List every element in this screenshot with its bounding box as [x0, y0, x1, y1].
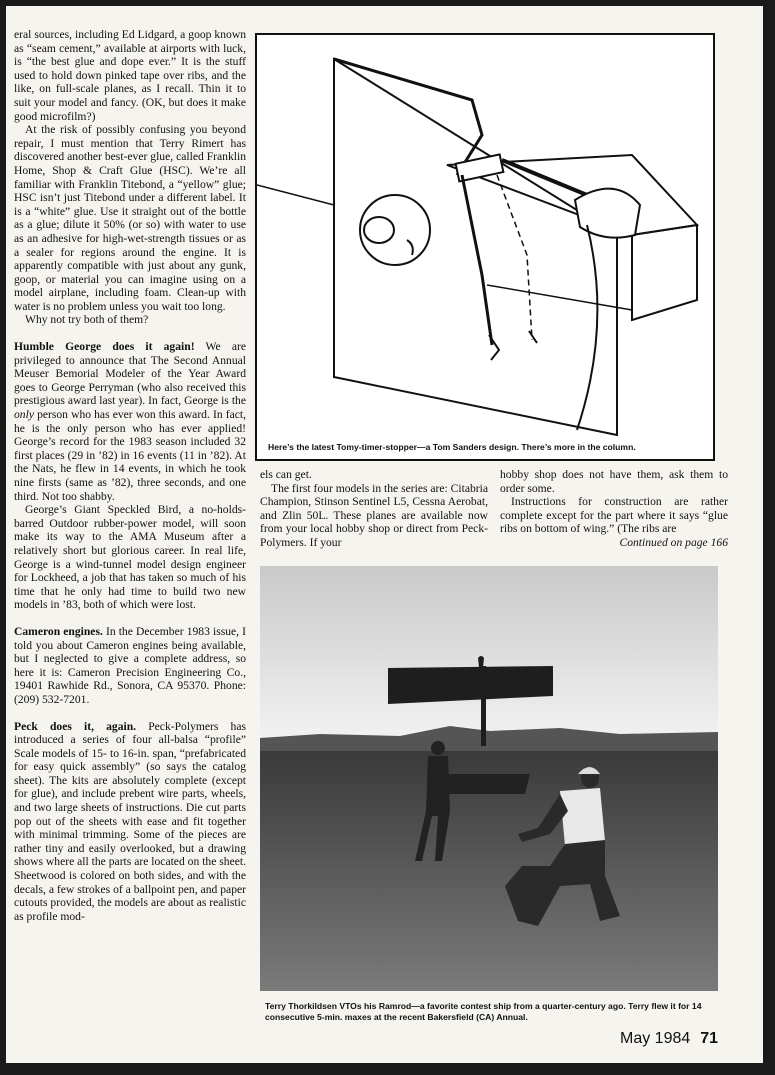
- paragraph: eral sources, including Ed Lidgard, a goop known as “seam cement,” available at airports with luck, is “the best glue and dope ever.” It is the stuff used to hold down pinked tape over ribs, and the like, on full-scale planes, as I recall. Thin it to suit your model and fancy. (OK, but does it make good microfilm?): [14, 28, 246, 123]
- paragraph: Why not try both of them?: [25, 313, 149, 327]
- timer-sketch: [257, 35, 713, 459]
- issue-date: May 1984: [620, 1030, 691, 1047]
- middle-column: [260, 468, 488, 550]
- flying-field-photo: [260, 566, 718, 991]
- paragraph: The first four models in the series are: Citabria Champion, Stinson Sentinel L5, Cessna Aerobat, and Zlin 50L. These planes are available now from your local hobby shop or direct from Peck-Polymers. If your: [260, 481, 488, 549]
- section-peck: Peck does it, again. Peck-Polymers has introduced a series of four all-balsa “profile” Scale models of 15- to 16-in. span, “prefabricated for easy quick assembly” (so says the catalog sheet). The kits are absolutely complete (except for glue), and include prebent wire parts, wheels, and two large sheets of instructions. Die cut parts pop out of the sheets with ease and fit together with minimal trimming. Some of the pieces are rather tiny and easily overlooked, but a drawing shows where all the parts are located on the sheet. Sheetwood is colored on both sides, and with the decals, a few strokes of a ballpoint pen, and paper cutouts provided, the models are about as realistic as profile mod-: [14, 719, 247, 923]
- page-number: 71: [700, 1030, 719, 1047]
- paragraph: Instructions for construction are rather complete except for the part where it says “glue ribs on bottom of wing.” (The ribs are: [500, 495, 728, 536]
- right-column: [500, 468, 728, 550]
- field-scene: [260, 566, 718, 991]
- photo-caption: Terry Thorkildsen VTOs his Ramrod—a favorite contest ship from a quarter-century ago. Terry flew it for 14 consecutive 5-min. maxes at the recent Bakersfield (CA) Annual.: [265, 1001, 702, 1022]
- section-heading: Cameron engines.: [14, 624, 103, 638]
- timer-stopper-drawing: [255, 33, 715, 461]
- paragraph: George’s Giant Speckled Bird, a no-holds-barred Outdoor rubber-power model, will soon make its way to the AMA Museum after a relatively short but glorious career. In real life, George is a wind-tunnel model design engineer for Lockheed, a job that has taken so much of his time that he only had time to build two new models in ’83, both of which were lost.: [14, 503, 246, 612]
- figure-caption: Here’s the latest Tomy-timer-stopper—a Tom Sanders design. There’s more in the column.: [268, 442, 636, 452]
- paragraph: els can get.: [260, 468, 312, 481]
- folio: [620, 1030, 718, 1048]
- paragraph: At the risk of possibly confusing you beyond repair, I must mention that Terry Rimert has discovered another best-ever glue, called Franklin Home, Shop & Craft Glue (HSC). We’re all familiar with Franklin Titebond, a “yellow” glue; HSC isn’t just Titebond under a different label. It is a “white” glue. Use it straight out of the bottle as a glue; dilute it 50% (or so) with water to use as an adhesive for high-wet-strength tissues or as a sealer for regions around the engine. It is apparently compatible with just about any gunk, goop, or material you can imagine using on a model airplane, including foam. Clean-up with water is no problem unless you wait too long.: [14, 123, 246, 313]
- section-humble-george: Humble George does it again! We are privileged to announce that The Second Annual Meuser Bemorial Modeler of the Year Award goes to George Perryman (who also received this prestigious award last year). In fact, George is the only person who has ever won this award. In fact, he is the only person who has ever applied! George’s record for the 1983 season included 32 first places (29 in ’82) in 16 events (11 in ’82). At the Nats, he flew in 14 events, in which he took nine firsts (same as ’82), three seconds, and one third. Not too shabby.: [14, 340, 246, 503]
- section-heading: Peck does it, again.: [14, 719, 137, 733]
- section-heading: Humble George does it again!: [14, 340, 195, 354]
- left-column: [14, 28, 246, 923]
- paragraph: hobby shop does not have them, ask them to order some.: [500, 468, 728, 495]
- section-cameron-engines: Cameron engines. In the December 1983 issue, I told you about Cameron engines being available, but I neglected to give a complete address, so here it is: Cameron Precision Engineering Co., 19401 Rawhide Rd., Sonora, CA 95370. Phone: (209) 532-7201.: [14, 624, 247, 706]
- continued-note: Continued on page 166: [619, 535, 728, 549]
